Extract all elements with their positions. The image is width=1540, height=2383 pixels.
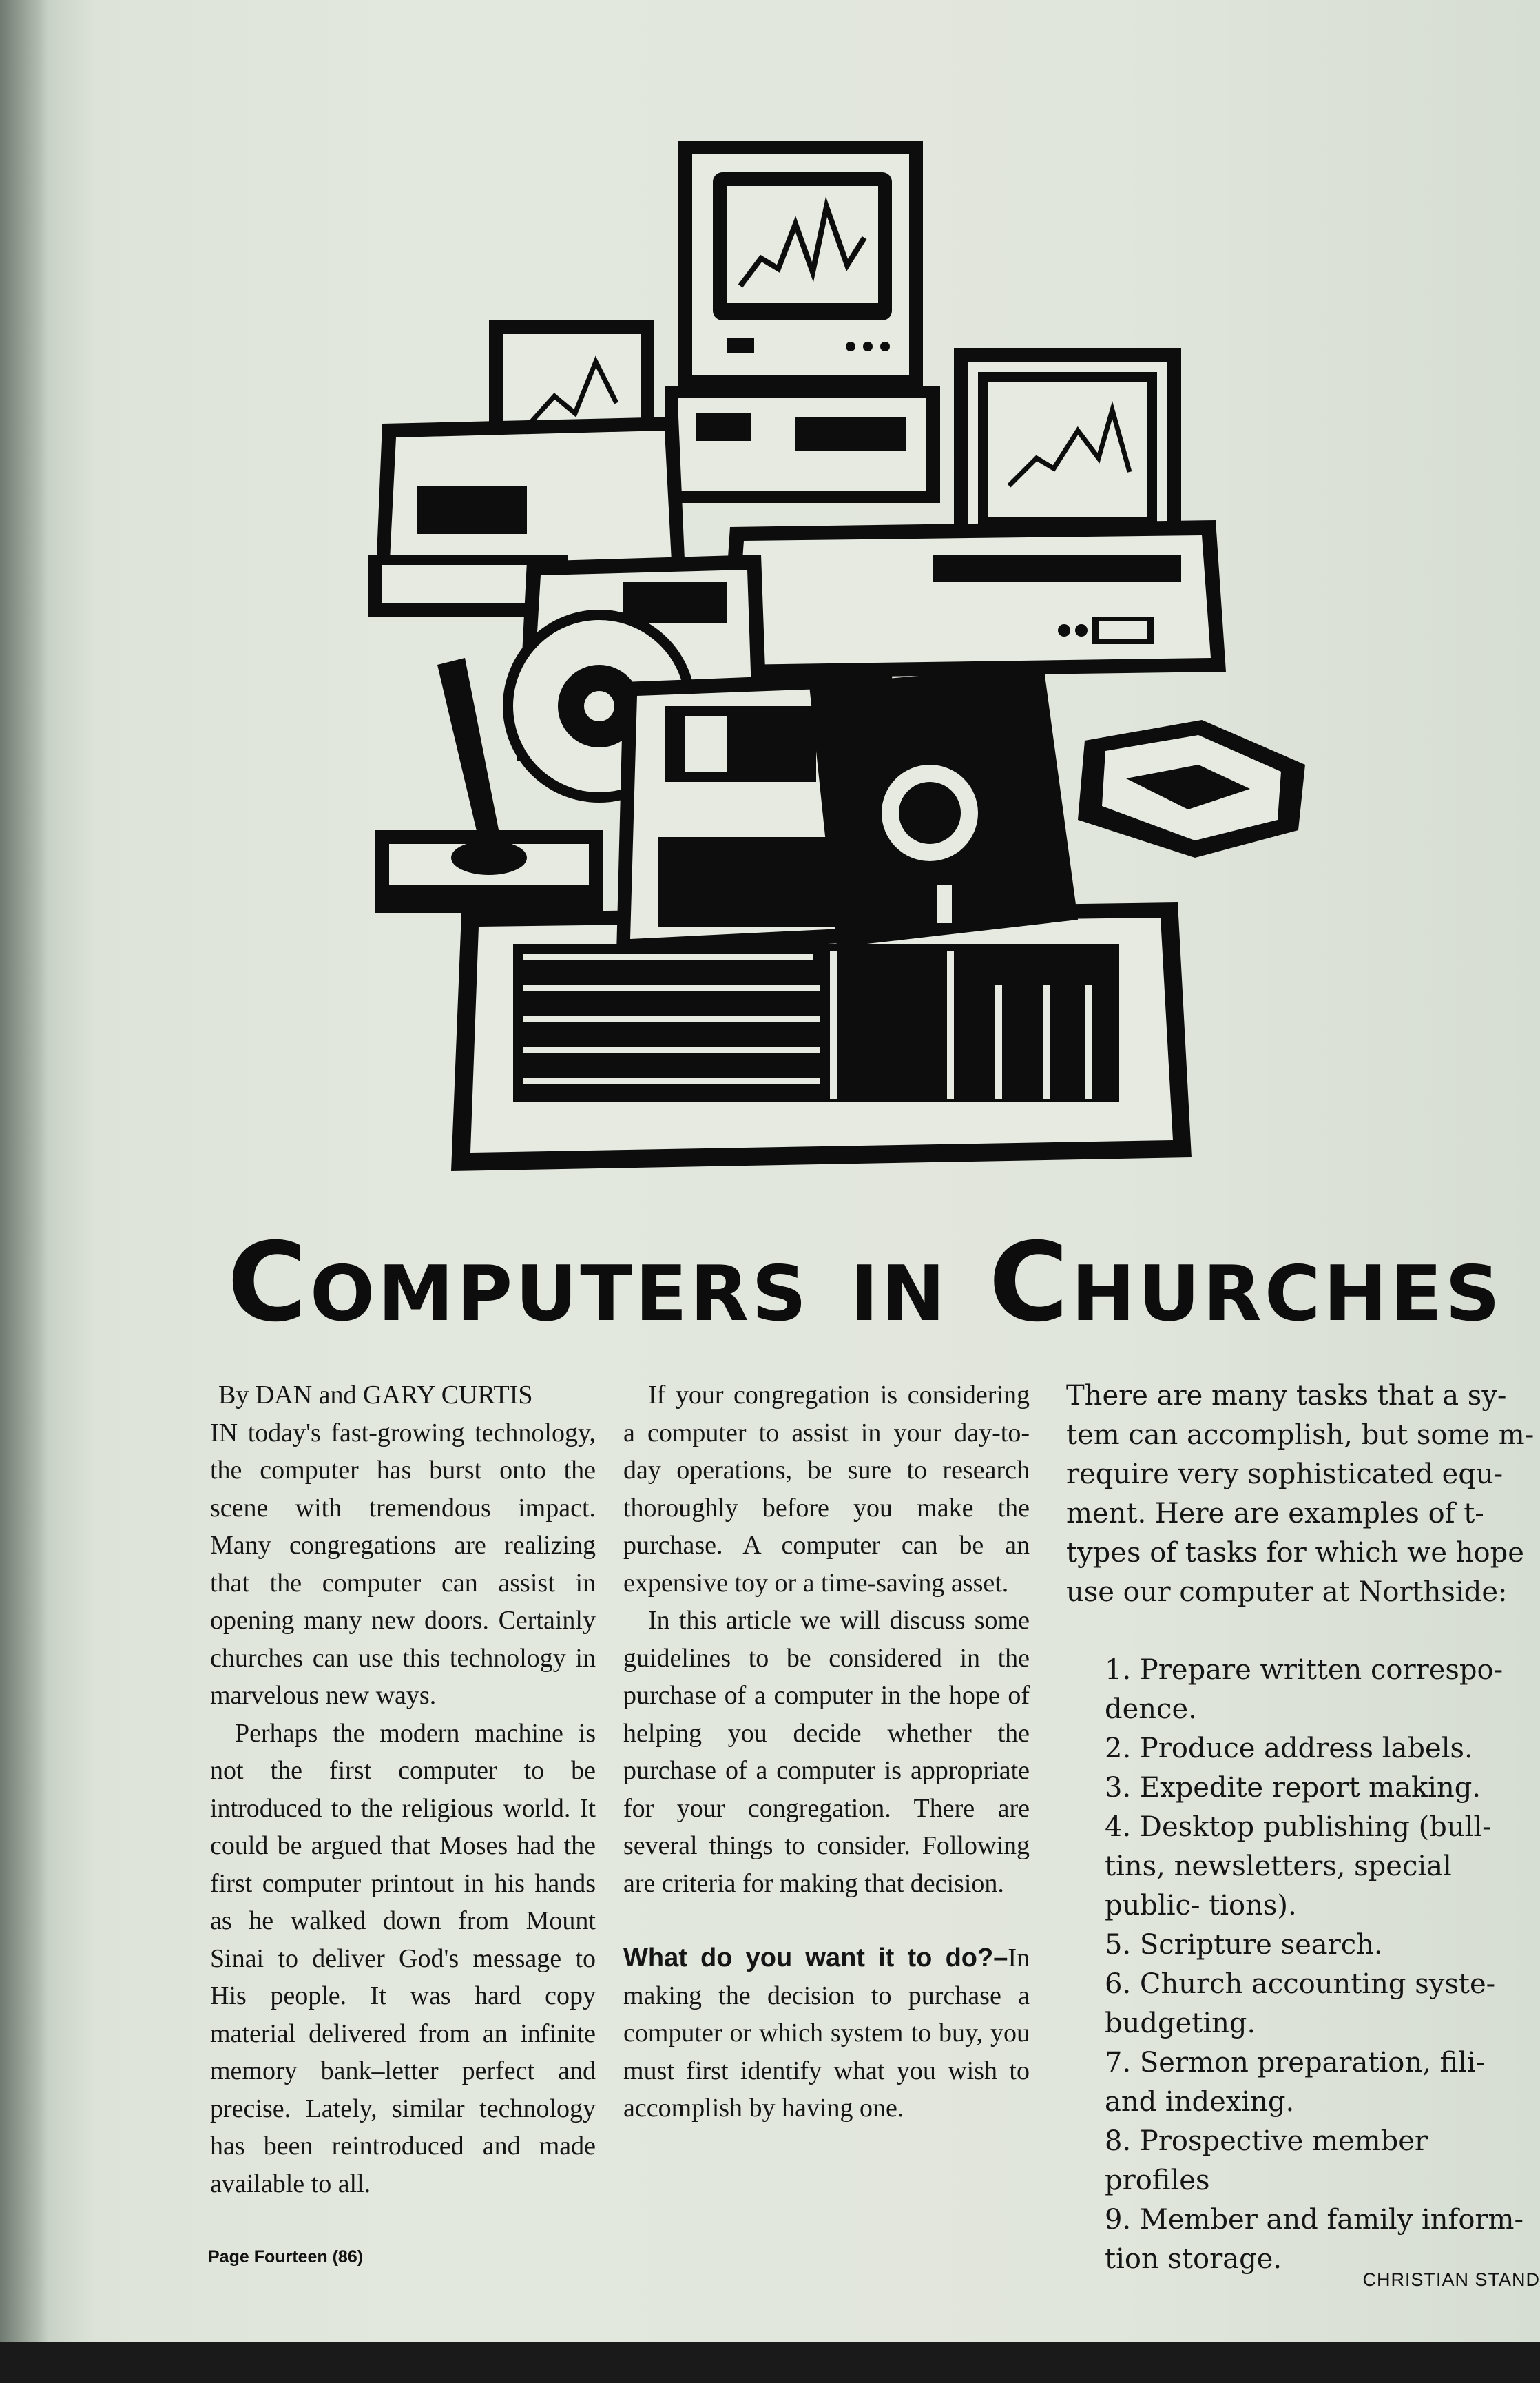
- task-list-item: 9. Member and family inform- tion storage.: [1105, 2204, 1523, 2275]
- article-column-1: [210, 1376, 596, 2203]
- task-list-item: 8. Prospective member profiles: [1105, 2125, 1428, 2196]
- page-gutter-shadow: [0, 0, 48, 2342]
- article-title: Computers in Churches: [227, 1219, 1503, 1346]
- section-heading-text: In making the decision to purchase a computer or which system to buy, you must first identify what you wish to accomplish by having one.: [623, 1943, 1030, 2123]
- task-list-item: 7. Sermon preparation, fili- and indexing.: [1105, 2047, 1486, 2118]
- body-paragraph: Perhaps the modern machine is not the first computer to be introduced to the religious world. It could be argued that Moses had the first computer printout in his hands as he walked down from Mount Sinai to deliver God's message to His people. It was hard copy material delivered from an infinite memory bank–letter perfect and precise. Lately, similar technology has been reintroduced and made available to all.: [210, 1718, 596, 2198]
- article-column-3: [1066, 1376, 1540, 2279]
- computer-equipment-illustration: [355, 141, 1305, 1175]
- task-list-item: 1. Prepare written correspo- dence.: [1105, 1654, 1503, 1725]
- task-list-item: 4. Desktop publishing (bull- tins, newsletters, special public- tions).: [1105, 1811, 1492, 1921]
- body-paragraph: [623, 1939, 1030, 2127]
- task-list-item: 2. Produce address labels.: [1105, 1733, 1473, 1764]
- page-folio: Page Fourteen (86): [208, 2247, 364, 2267]
- publication-name: CHRISTIAN STAND: [1362, 2269, 1540, 2290]
- task-list-item: 6. Church accounting syste- budgeting.: [1105, 1968, 1496, 2039]
- article-byline: By DAN and GARY CURTIS: [218, 1381, 533, 1410]
- article-column-2: [623, 1376, 1030, 2127]
- body-paragraph: In this article we will discuss some guidelines to be considered in the purchase of a computer in the hope of helping you decide whether the purchase of a computer is appropriate for your congregation. There are several things to consider. Following are criteria for making that decision.: [623, 1606, 1030, 1898]
- task-list-item: 3. Expedite report making.: [1105, 1772, 1481, 1804]
- body-paragraph: There are many tasks that a sy- tem can accomplish, but some m- require very sophisticated equ- ment. Here are examples of t- types of tasks for which we hope use our computer at Northside:: [1066, 1380, 1534, 1608]
- paragraph-gap: [1066, 1612, 1540, 1651]
- task-list-item: 5. Scripture search.: [1105, 1929, 1383, 1961]
- section-heading: What do you want it to do?–: [623, 1943, 1008, 1972]
- body-paragraph: IN today's fast-growing technology, the computer has burst onto the scene with tremendous impact. Many congregations are realizing that the computer can assist in opening many new doors. Certainly churches can use this technology in marvelous new ways.: [210, 1418, 596, 1710]
- body-paragraph: If your congregation is considering a computer to assist in your day-to-day operations, be sure to research thoroughly before you make the purchase. A computer can be an expensive toy or a time-saving asset.: [623, 1381, 1030, 1598]
- paragraph-gap: [623, 1902, 1030, 1939]
